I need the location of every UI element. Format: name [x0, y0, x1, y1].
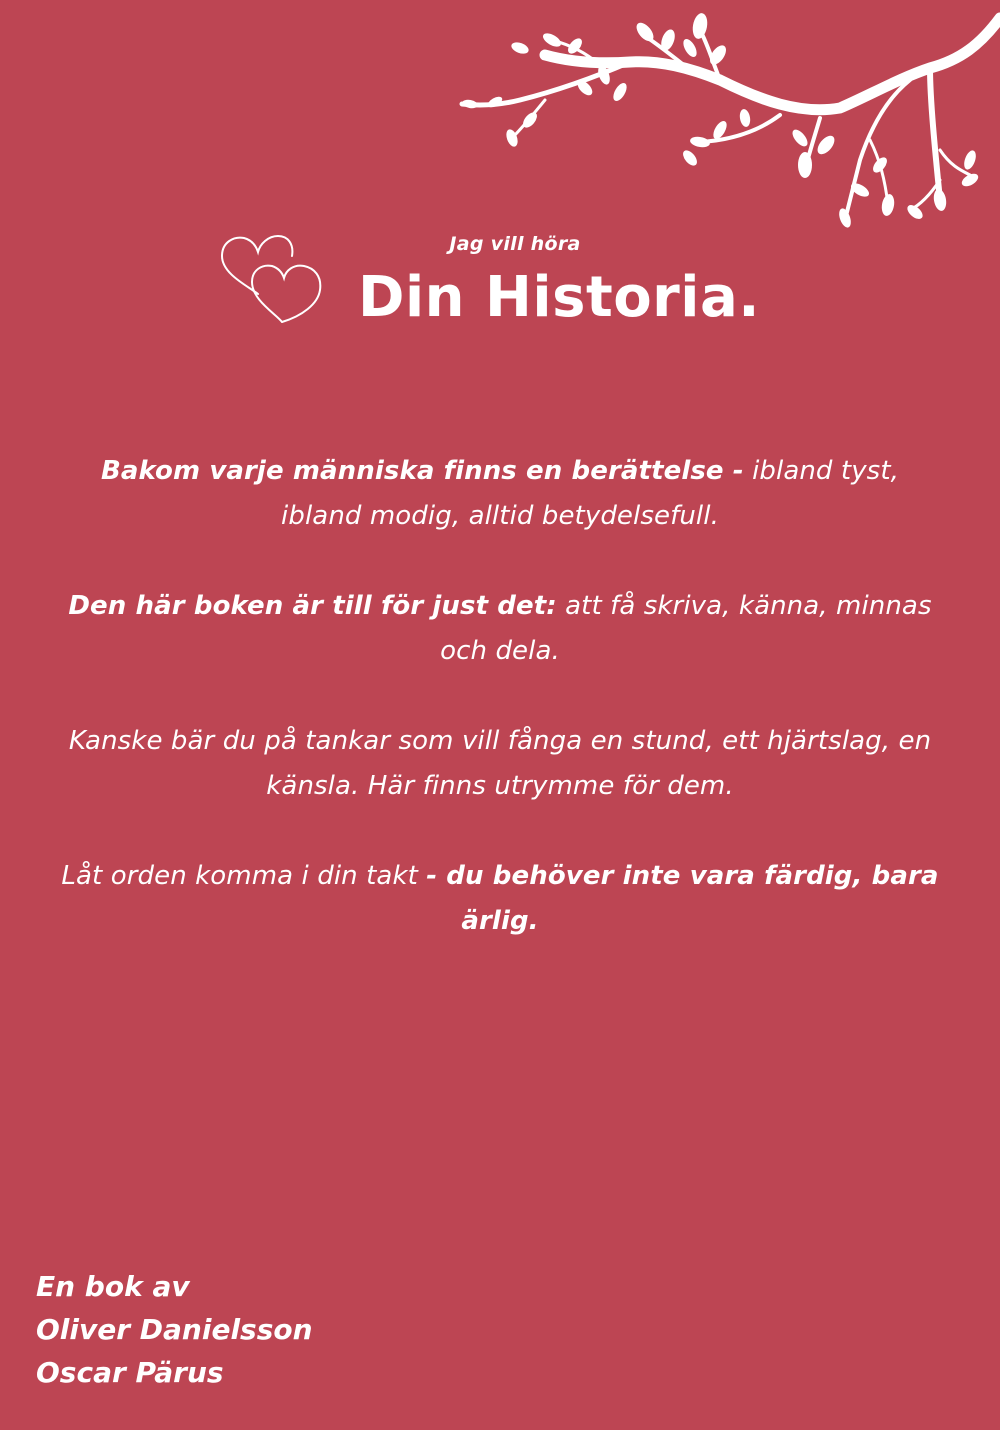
- tree-branch-illustration: [440, 0, 1000, 250]
- author-name: Oliver Danielsson: [36, 1313, 313, 1346]
- paragraph-1-bold: Bakom varje människa finns en berättelse -: [100, 456, 744, 486]
- paragraph-2-bold: Den här boken är till för just det:: [68, 591, 557, 621]
- credits: [36, 1265, 313, 1394]
- paragraph-4-bold: - du behöver inte vara färdig, bara ärlig.: [426, 861, 939, 936]
- credits-intro: En bok av: [36, 1270, 190, 1303]
- paragraph-1: [60, 449, 940, 539]
- header-kicker: Jag vill höra: [449, 233, 581, 255]
- author-name: Oscar Pärus: [36, 1356, 224, 1389]
- paragraph-3: Kanske bär du på tankar som vill fånga en stund, ett hjärtslag, en känsla. Här finns utrymme för dem.: [68, 726, 932, 801]
- intro-text: [60, 449, 940, 944]
- paragraph-4: [60, 854, 940, 944]
- paragraph-2: [60, 584, 940, 674]
- paragraph-1-rest: ibland tyst, ibland modig, alltid betydelsefull.: [281, 456, 899, 531]
- page-title: Din Historia.: [358, 265, 761, 330]
- double-heart-outline-icon: [218, 230, 328, 326]
- paragraph-2-rest: att få skriva, känna, minnas och dela.: [440, 591, 932, 666]
- paragraph-4-lead: Låt orden komma i din takt: [61, 861, 427, 891]
